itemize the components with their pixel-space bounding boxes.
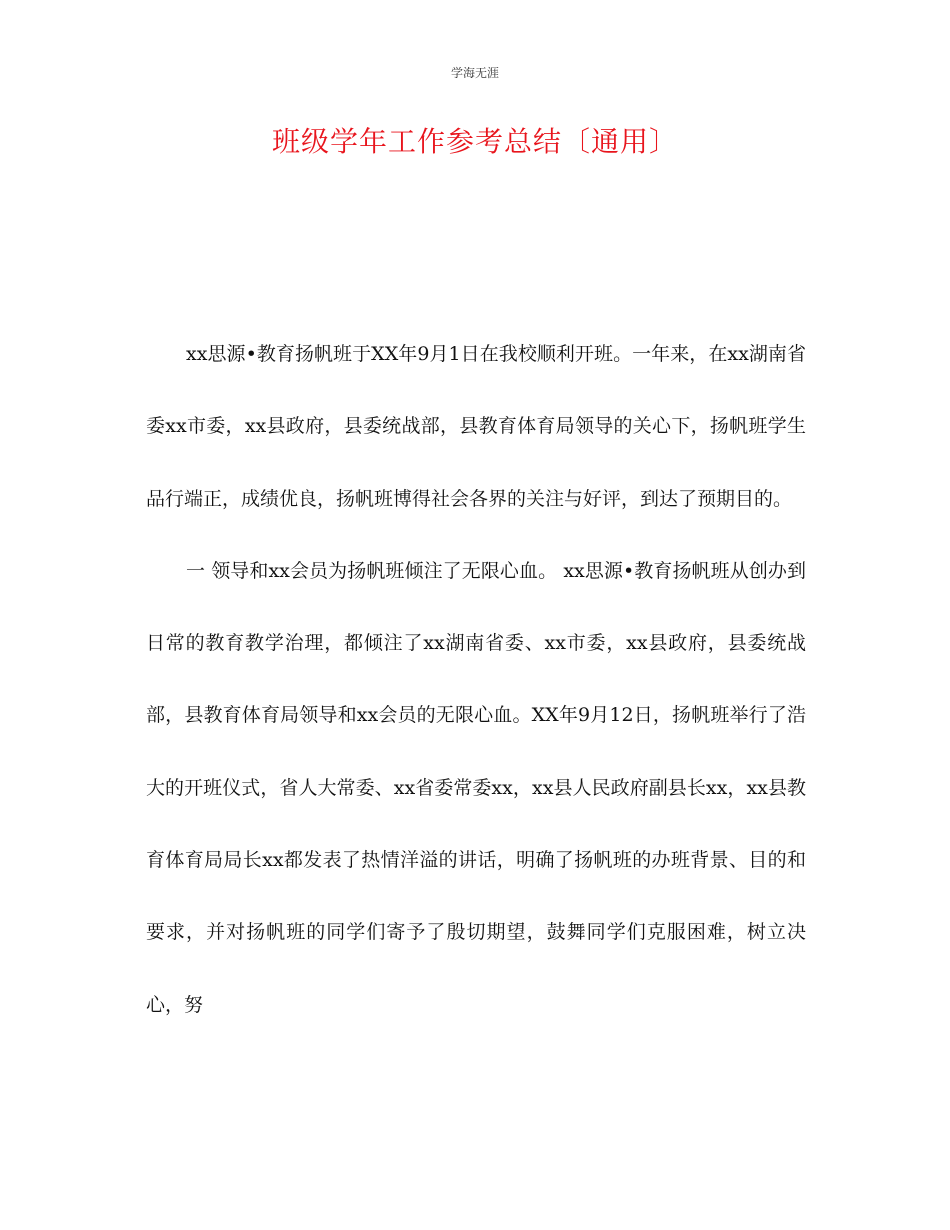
document-title: 班级学年工作参考总结〔通用〕	[271, 125, 678, 158]
page-header: 学海无涯	[450, 66, 499, 80]
paragraph-1: xx思源•教育扬帆班于XX年9月1日在我校顺利开班。一年来，在xx湖南省委xx市委，xx县政府，县委统战部，县教育体育局领导的关心下，扬帆班学生品行端正，成绩优良，扬帆班博得社会各界的关注与好评，到达了预期目的。	[146, 343, 806, 510]
paragraph-2: 一 领导和xx会员为扬帆班倾注了无限心血。 xx思源•教育扬帆班从创办到日常的教育教学治理，都倾注了xx湖南省委、xx市委，xx县政府，县委统战部，县教育体育局领导和xx会员的无限心血。XX年9月12日，扬帆班举行了浩大的开班仪式，省人大常委、xx省委常委xx，xx县人民政府副县长xx，xx县教育体育局局长xx都发表了热情洋溢的讲话，明确了扬帆班的办班背景、目的和要求，并对扬帆班的同学们寄予了殷切期望，鼓舞同学们克服困难，树立决心，努	[146, 559, 806, 1016]
document-body	[146, 318, 806, 1041]
